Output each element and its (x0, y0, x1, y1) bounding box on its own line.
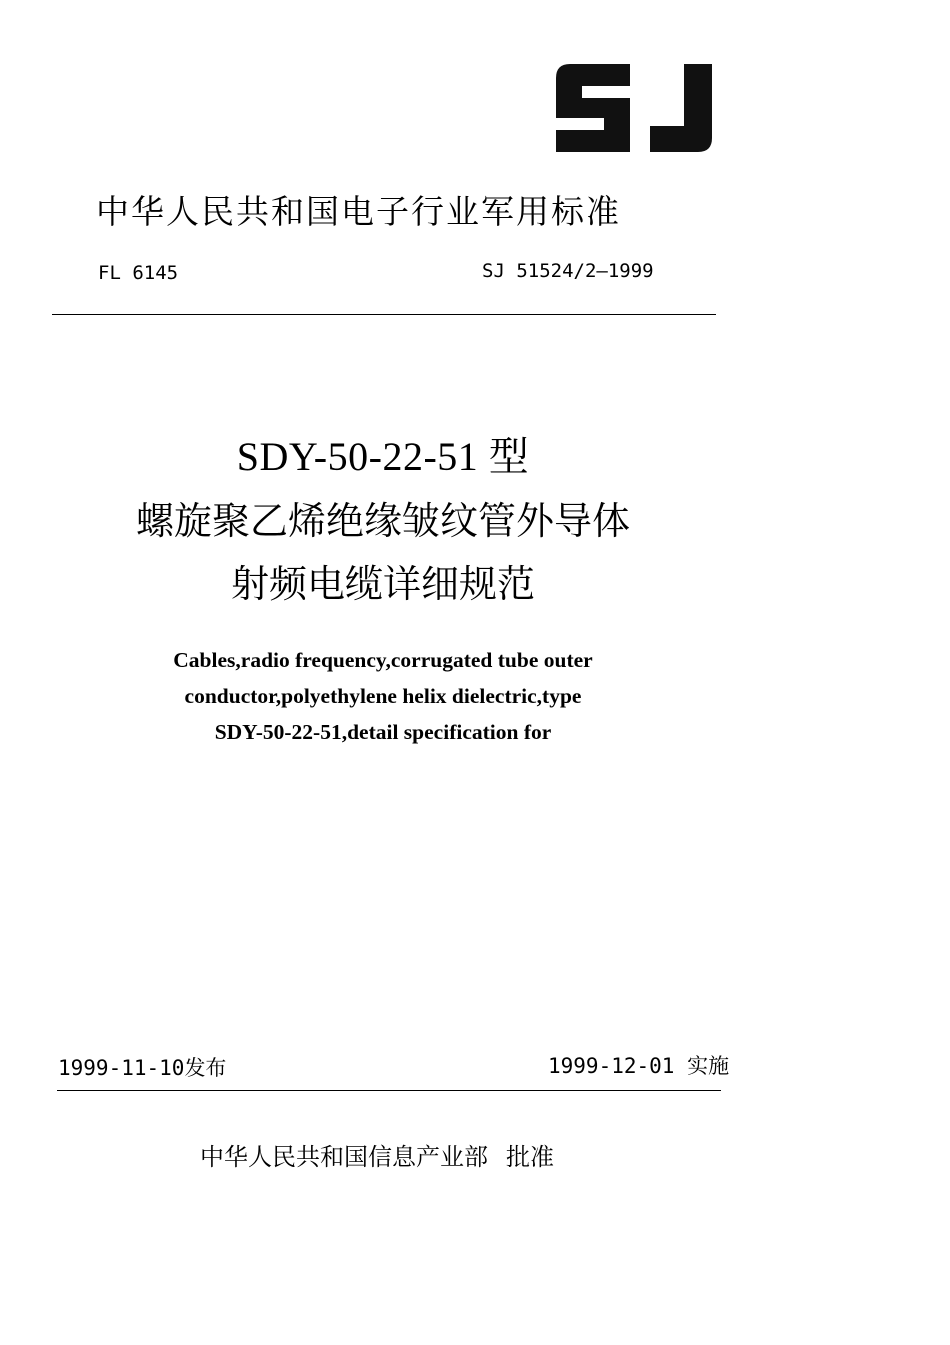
title-zh-line-3: 射频电缆详细规范 (230, 562, 535, 606)
effective-date: 1999-12-01 (548, 1054, 675, 1078)
effective-label: 实施 (687, 1054, 730, 1078)
standard-number: SJ 51524/2—1999 (482, 260, 654, 282)
issue-label: 发布 (184, 1056, 227, 1080)
title-zh-line-2: 螺旋聚乙烯绝缘皱纹管外导体 (135, 499, 630, 543)
header-divider (52, 314, 716, 315)
standard-category-title: 中华人民共和国电子行业军用标准 (96, 192, 621, 231)
approve-label: 批准 (506, 1143, 554, 1171)
title-en-line-2: conductor,polyethylene helix dielectric,type (184, 684, 582, 708)
sj-logo (552, 60, 717, 156)
footer-divider (57, 1090, 721, 1091)
title-en-line-3: SDY-50-22-51,detail specification for (214, 720, 552, 744)
title-en-line-1: Cables,radio frequency,corrugated tube outer (173, 648, 593, 672)
issue-date: 1999-11-10 (58, 1056, 185, 1080)
approver-name: 中华人民共和国信息产业部 (200, 1143, 488, 1171)
classification-code: FL 6145 (98, 262, 179, 284)
effective-date-block (548, 1050, 729, 1080)
title-zh-line-1: SDY-50-22-51 型 (236, 434, 530, 479)
logo-letter-j (650, 64, 712, 152)
approver-line (200, 1137, 554, 1172)
issue-date-block (58, 1052, 226, 1082)
logo-letter-s (556, 64, 630, 152)
